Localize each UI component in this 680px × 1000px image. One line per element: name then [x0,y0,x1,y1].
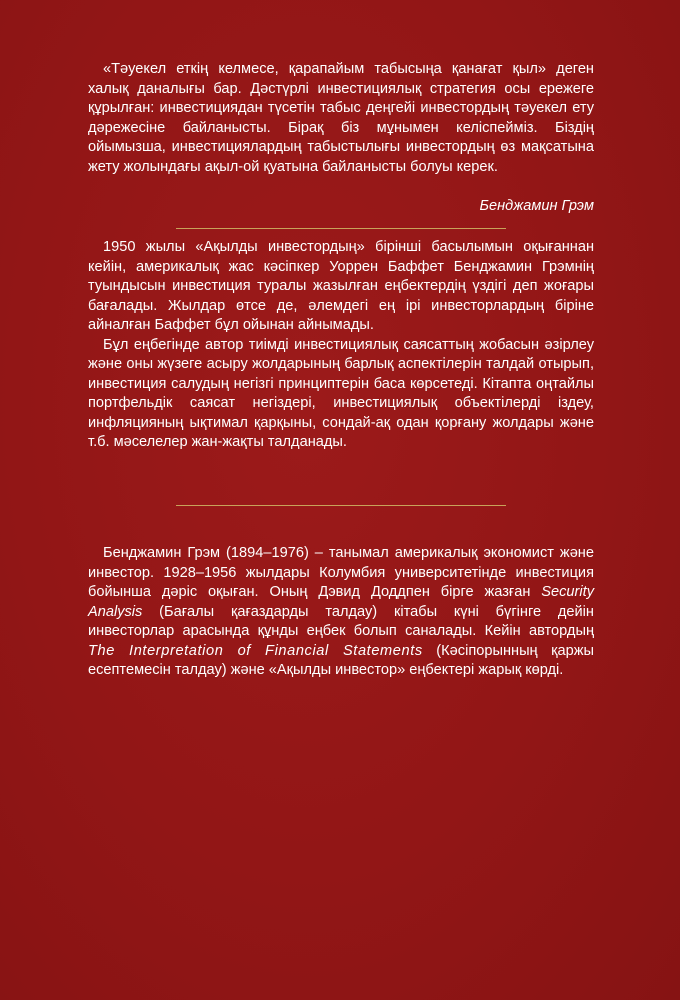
divider-line [176,228,506,229]
description-paragraph-2: Бұл еңбегінде автор тиімді инвестициялық саясаттың жобасын әзірлеу және оны жүзеге асыру жолдарының барлық аспектілерін талдай отырып, инвестиция салудың негізгі принциптерін баса көрсетеді. Кітапта оңтайлы портфельдік саясат негіздері, инвестициялық объектілерді іздеу, инфляцияның ықтимал қарқыны, сондай-ақ одан қорғану жолдары және т.б. мәселелер жан-жақты талданады. [88,336,594,450]
divider-line [176,505,506,506]
author-bio [88,544,594,681]
epigraph-quote [88,60,594,177]
bio-text-2: (Бағалы қағаздарды талдау) кітабы күні бүгінге дейін инвесторлар арасында құнды еңбек болып саналады. Кейін автордың [88,603,594,639]
book-description [88,238,594,453]
bio-text-1: Бенджамин Грэм (1894–1976) – танымал америкалық экономист және инвестор. 1928–1956 жылдары Колумбия университетінде инвестиция бойынша дәріс оқыған. Оның Дэвид Доддпен бірге жазған [88,545,594,600]
book-title-security-analysis: Security Analysis [88,584,594,620]
quote-text: «Тәуекел еткің келмесе, қарапайым табысыңа қанағат қыл» деген халық даналығы бар. Дәстүрлі инвестициялық стратегия осы ережеге құрылған: инвестициядан түсетін табыс деңгейі инвестордың тәуекел ету дәрежесіне байланысты. Бірақ біз мұнымен келіспейміз. Біздің ойымызша, инвестициялардың табыстылығы инвестордың өз мақсатына жету жолындағы ақыл-ой қуатына байланысты болуы керек. [88,61,594,175]
quote-author: Бенджамин Грэм [479,198,594,214]
book-title-interpretation: The Interpretation of Financial Statements [88,642,423,659]
description-paragraph-1: 1950 жылы «Ақылды инвестордың» бірінші басылымын оқығаннан кейін, америкалық жас кәсіпкер Уоррен Баффет Бенджамин Грэмнің туындысын инвестиция туралы жазылған еңбектердің үздігі деп жоғары бағалады. Жылдар өтсе де, әлемдегі ең ірі инвесторлардың біріне айналған Баффет бұл ойынан айнымады. [88,239,594,333]
author-bio-paragraph [88,544,594,681]
bio-text-3: (Кәсіпорынның қаржы есептемесін талдау) және «Ақылды инвестор» еңбектері жарық көрді. [88,642,595,678]
